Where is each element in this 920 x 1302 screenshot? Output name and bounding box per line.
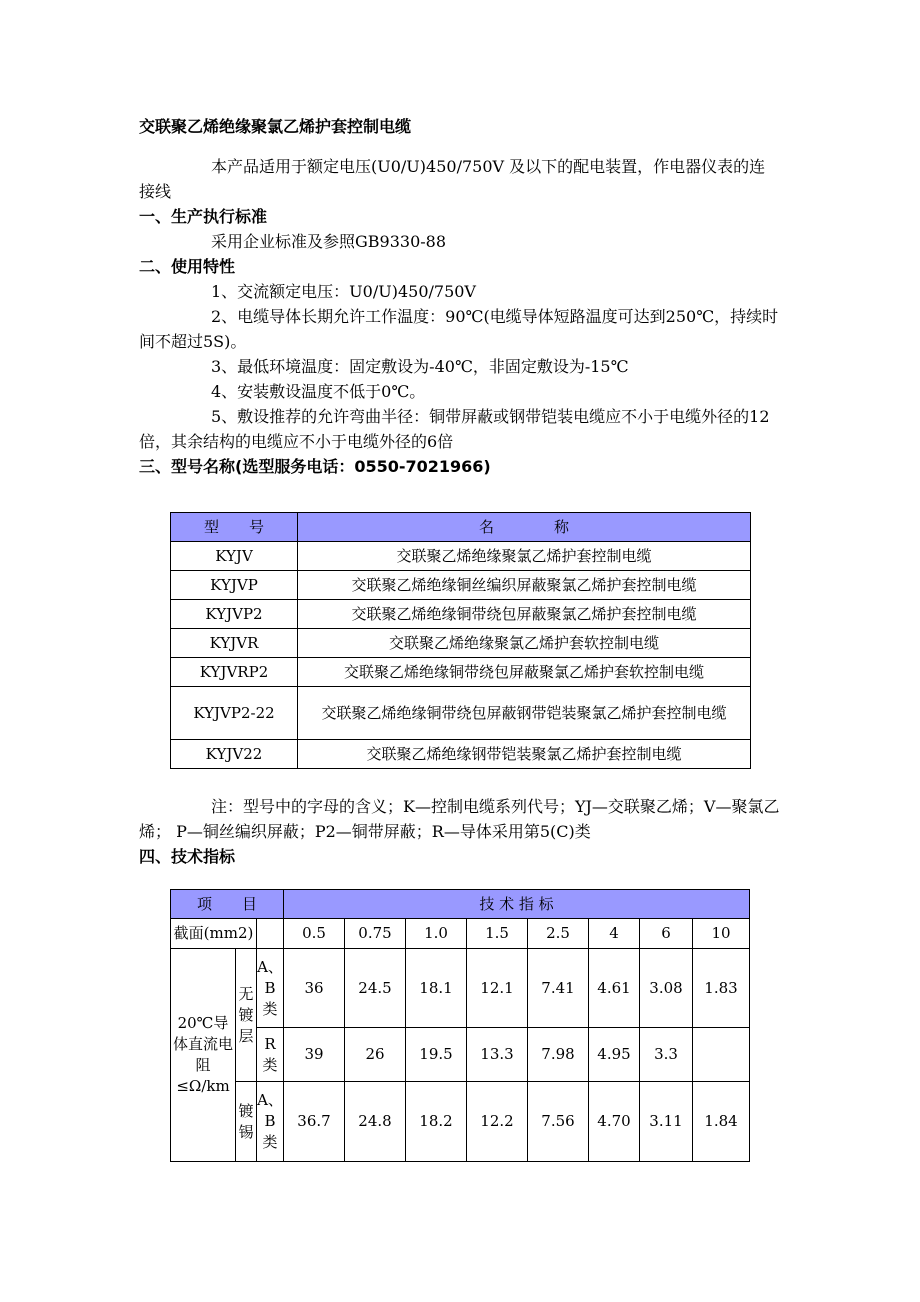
section-4-heading: 四、技术指标 (139, 847, 236, 866)
sub-tin-label: 镀锡 (236, 1082, 257, 1162)
value-cell: 7.56 (528, 1082, 589, 1162)
table-row (171, 600, 751, 629)
class-ab-label: A、B类 (257, 949, 284, 1028)
value-cell: 12.2 (467, 1082, 528, 1162)
class-r-label: R类 (257, 1028, 284, 1082)
value-cell: 24.8 (345, 1082, 406, 1162)
value-cell: 7.98 (528, 1028, 589, 1082)
class-ab-label: A、B类 (257, 1082, 284, 1162)
model-name: 交联聚乙烯绝缘聚氯乙烯护套控制电缆 (298, 542, 751, 571)
value-cell: 7.41 (528, 949, 589, 1028)
model-note: 注：型号中的字母的含义；K—控制电缆系列代号；YJ—交联聚乙烯；V—聚氯乙烯； P—铜丝编织屏蔽；P2—铜带屏蔽；R—导体采用第5(C)类 (139, 797, 780, 841)
spec-table (170, 889, 750, 1162)
model-code: KYJV (171, 542, 298, 571)
table-row (171, 629, 751, 658)
value-cell: 3.11 (640, 1082, 693, 1162)
section-value: 6 (640, 919, 693, 949)
value-cell: 26 (345, 1028, 406, 1082)
value-cell: 19.5 (406, 1028, 467, 1082)
section-value: 1.5 (467, 919, 528, 949)
section-label: 截面(mm2) (171, 919, 257, 949)
model-name: 交联聚乙烯绝缘聚氯乙烯护套软控制电缆 (298, 629, 751, 658)
model-code: KYJVP (171, 571, 298, 600)
feature-item-1: 1、交流额定电压：U0/U)450/750V (211, 282, 476, 301)
empty-cell (257, 919, 284, 949)
value-cell: 36.7 (284, 1082, 345, 1162)
value-cell: 13.3 (467, 1028, 528, 1082)
value-cell: 3.3 (640, 1028, 693, 1082)
sub-plain-label: 无镀层 (236, 949, 257, 1082)
section-value: 1.0 (406, 919, 467, 949)
table-row (171, 542, 751, 571)
value-cell: 4.61 (589, 949, 640, 1028)
note-block (139, 794, 781, 869)
section-value: 0.75 (345, 919, 406, 949)
value-cell: 18.2 (406, 1082, 467, 1162)
model-name: 交联聚乙烯绝缘钢带铠装聚氯乙烯护套控制电缆 (298, 740, 751, 769)
table-row (171, 687, 751, 740)
value-cell: 4.70 (589, 1082, 640, 1162)
spec-header-spec: 技 术 指 标 (284, 890, 750, 919)
section-3-heading: 三、型号名称(选型服务电话：0550-7021966) (139, 457, 491, 476)
feature-item-4: 4、安装敷设温度不低于0℃。 (211, 382, 426, 401)
document-body (139, 108, 781, 479)
model-name: 交联聚乙烯绝缘铜带绕包屏蔽聚氯乙烯护套软控制电缆 (298, 658, 751, 687)
feature-item-2: 2、电缆导体长期允许工作温度：90℃(电缆导体短路温度可达到250℃，持续时间不超过5S)。 (139, 307, 779, 351)
model-table (170, 512, 751, 769)
feature-item-5: 5、敷设推荐的允许弯曲半径：铜带屏蔽或钢带铠装电缆应不小于电缆外径的12倍，其余结构的电缆应不小于电缆外径的6倍 (139, 407, 770, 451)
model-header-type: 型 号 (171, 513, 298, 542)
model-code: KYJVP2 (171, 600, 298, 629)
value-cell: 4.95 (589, 1028, 640, 1082)
table-row (171, 571, 751, 600)
model-header-name: 名 称 (298, 513, 751, 542)
model-code: KYJVRP2 (171, 658, 298, 687)
section-value: 0.5 (284, 919, 345, 949)
model-code: KYJVR (171, 629, 298, 658)
model-name: 交联聚乙烯绝缘铜丝编织屏蔽聚氯乙烯护套控制电缆 (298, 571, 751, 600)
value-cell: 12.1 (467, 949, 528, 1028)
value-cell: 3.08 (640, 949, 693, 1028)
value-cell: 1.83 (693, 949, 750, 1028)
model-code: KYJV22 (171, 740, 298, 769)
table-row (171, 740, 751, 769)
model-name: 交联聚乙烯绝缘铜带绕包屏蔽钢带铠装聚氯乙烯护套控制电缆 (298, 687, 751, 740)
section-1-body: 采用企业标准及参照GB9330-88 (211, 232, 447, 251)
row-group-label: 20℃导体直流电阻≤Ω/km (171, 949, 236, 1162)
spec-header-item: 项 目 (171, 890, 284, 919)
section-value: 2.5 (528, 919, 589, 949)
value-cell: 1.84 (693, 1082, 750, 1162)
value-cell (693, 1028, 750, 1082)
doc-title: 交联聚乙烯绝缘聚氯乙烯护套控制电缆 (139, 117, 412, 136)
model-name: 交联聚乙烯绝缘铜带绕包屏蔽聚氯乙烯护套控制电缆 (298, 600, 751, 629)
value-cell: 39 (284, 1028, 345, 1082)
model-code: KYJVP2-22 (171, 687, 298, 740)
section-1-heading: 一、生产执行标准 (139, 207, 268, 226)
intro-paragraph: 本产品适用于额定电压(U0/U)450/750V 及以下的配电装置，作电器仪表的连接线 (139, 157, 766, 201)
section-value: 4 (589, 919, 640, 949)
feature-item-3: 3、最低环境温度：固定敷设为-40℃，非固定敷设为-15℃ (211, 357, 629, 376)
value-cell: 18.1 (406, 949, 467, 1028)
value-cell: 36 (284, 949, 345, 1028)
section-2-heading: 二、使用特性 (139, 257, 236, 276)
value-cell: 24.5 (345, 949, 406, 1028)
section-value: 10 (693, 919, 750, 949)
table-row (171, 658, 751, 687)
